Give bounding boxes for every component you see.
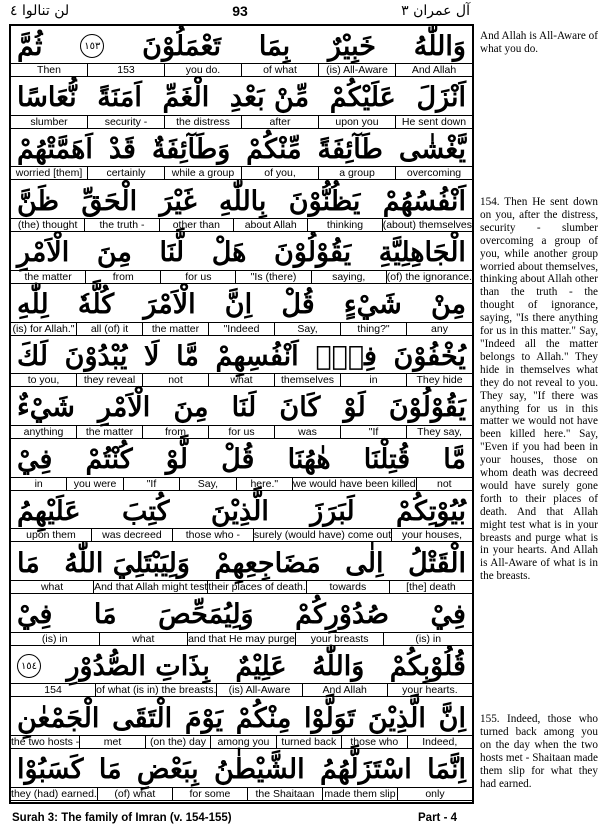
arabic-word: طَآئِفَةً xyxy=(317,133,383,165)
arabic-word: الْاَمْرَ xyxy=(143,289,196,320)
gloss-cell: they (had) earned. xyxy=(11,787,97,800)
gloss-cell: met xyxy=(79,736,144,748)
gloss-cell: they reveal xyxy=(76,374,142,386)
arabic-word: كَانَ xyxy=(279,392,321,424)
arabic-word: الْجَاهِلِيَّةِ xyxy=(378,237,466,269)
gloss-line xyxy=(11,735,472,749)
arabic-word: كُتِبَ xyxy=(122,495,170,527)
gloss-cell: (is) All-Aware xyxy=(318,64,395,76)
gloss-cell: (the) thought xyxy=(17,219,78,232)
gloss-cell: (about) themselves xyxy=(382,219,472,232)
gloss-cell: while a group xyxy=(164,167,241,179)
commentary-ayah-155: 155. Indeed, those who turned back among you on the day when the two hosts met - Shaitaan made them slip for what they had earned. xyxy=(480,713,598,790)
arabic-word: وَاللّٰهُ xyxy=(312,650,365,682)
gloss-line xyxy=(11,322,472,336)
arabic-word: بِذَاتِ الصُّدُوْرِ xyxy=(66,650,210,682)
gloss-line xyxy=(11,373,472,387)
arabic-word: عَلِيْمٌ xyxy=(235,650,287,682)
arabic-word: فِيْ xyxy=(17,599,53,631)
arabic-word: مَّا xyxy=(443,444,466,476)
gloss-cell: turned back xyxy=(276,736,341,748)
gloss-cell: your hearts. xyxy=(387,684,472,696)
gloss-cell: (is) for Allah." xyxy=(12,322,75,335)
arabic-word: اِنَّ xyxy=(224,289,253,320)
arabic-word: عَلَيْكُمْ xyxy=(329,82,396,114)
commentary-ayah-154: 154. Then He sent down on you, after the distress, security - slumber overcoming a group of you, while another group worried about themselves, thinking about Allah other than the truth - the thought of ignorance, saying, "Is there anything for us in this matter." Say, "Indeed all the matter belongs to Allah." They hide in themselves what they do not reveal to you. They say, "If there was anything for us in this matter we would not have been killed here." Say, "Even if you had been in your houses, those on whom death was decreed would have surely gone forth to their places of death. And that Allah might test what is in your breasts and purge what is in your hearts. And Allah is All-Aware of what is in the breasts. xyxy=(480,196,598,583)
juz-name: لن تنالوا ٤ xyxy=(10,3,70,19)
gloss-line xyxy=(11,632,472,646)
gloss-line xyxy=(11,425,472,439)
arabic-word: فِيْ xyxy=(17,444,53,476)
gloss-cell: their places of death. xyxy=(208,581,306,593)
gloss-cell: from xyxy=(85,271,160,283)
arabic-line xyxy=(11,27,472,65)
arabic-word: لَبَرَزَ xyxy=(310,495,355,527)
arabic-word: يَقُوْلُوْنَ xyxy=(388,392,466,424)
gloss-cell: for some xyxy=(172,788,247,800)
gloss-cell: themselves xyxy=(274,374,340,386)
arabic-word: مِّنْكُمْ xyxy=(246,133,302,165)
arabic-word: وَلِيُمَحِّصَ xyxy=(158,599,254,631)
arabic-word: الْقَتْلُ xyxy=(408,547,466,579)
gloss-cell: here." xyxy=(236,478,292,490)
arabic-word: يَوْمَ xyxy=(184,702,224,734)
arabic-word: فِيْ xyxy=(430,599,466,631)
arabic-word: قُلُوْبِكُمْ xyxy=(389,650,466,682)
arabic-word: مَا xyxy=(93,599,117,631)
gloss-cell: "Is (there) xyxy=(235,271,310,283)
arabic-line xyxy=(11,337,472,375)
arabic-word: لَّوْ xyxy=(165,444,188,476)
gloss-cell: about Allah xyxy=(233,219,307,231)
arabic-word: بِاللّٰهِ xyxy=(219,185,267,217)
page-number: 93 xyxy=(232,3,248,19)
gloss-cell: to you, xyxy=(27,374,60,387)
gloss-line xyxy=(11,270,472,284)
arabic-word: اَمَنَةً xyxy=(97,82,142,114)
gloss-cell: only xyxy=(397,788,472,800)
gloss-cell: what xyxy=(208,374,274,386)
ayah-number-marker: ١٥٣ xyxy=(80,34,104,58)
gloss-cell: after xyxy=(241,116,318,128)
arabic-word: خَبِيْرٌ xyxy=(328,30,376,62)
arabic-word: قُتِلْنَا xyxy=(363,444,411,476)
arabic-word: يُخْفُوْنَ xyxy=(393,340,466,372)
gloss-cell: the matter xyxy=(76,426,142,438)
gloss-cell: in xyxy=(340,374,406,386)
arabic-word: كَسَبُوْا xyxy=(17,754,84,786)
arabic-word: هَلْ xyxy=(211,237,247,269)
arabic-word: الْاَمْرِ xyxy=(98,392,151,424)
arabic-word: مِّنْ بَعْدِ xyxy=(229,82,310,114)
gloss-cell: your breasts xyxy=(295,633,384,645)
arabic-word: لِلّٰهِ xyxy=(17,289,49,320)
arabic-word: الَّذِيْنَ xyxy=(210,495,269,527)
arabic-word: نُّعَاسًا xyxy=(17,82,77,114)
gloss-cell: from xyxy=(142,426,208,438)
arabic-word: لَنَا xyxy=(231,392,257,424)
gloss-cell: and that He may purge xyxy=(188,632,295,645)
translation-grid xyxy=(9,24,474,804)
gloss-cell: those who - xyxy=(172,529,253,541)
arabic-line xyxy=(11,751,472,789)
arabic-word: مِنْكُمْ xyxy=(235,702,292,734)
arabic-line xyxy=(11,130,472,168)
gloss-cell: And Allah xyxy=(395,64,472,76)
gloss-cell: any xyxy=(406,323,472,335)
gloss-cell: slumber xyxy=(30,115,68,128)
gloss-cell: the truth - xyxy=(84,219,158,231)
gloss-cell: the distress xyxy=(164,116,241,128)
gloss-cell: (is) in xyxy=(41,632,68,645)
arabic-word: صُدُوْرِكُمْ xyxy=(295,599,390,631)
gloss-cell: upon you xyxy=(318,116,395,128)
gloss-line xyxy=(11,477,472,491)
arabic-word: يَظُنُّوْنَ xyxy=(288,185,361,217)
gloss-cell: your houses, xyxy=(391,529,472,541)
arabic-line xyxy=(11,389,472,427)
arabic-word: لَكَ xyxy=(17,340,48,372)
gloss-line xyxy=(11,787,472,801)
arabic-word: تَعْمَلُوْنَ xyxy=(142,30,222,62)
gloss-line xyxy=(11,63,472,77)
gloss-cell: They say, xyxy=(406,426,472,438)
arabic-line xyxy=(11,544,472,582)
arabic-line xyxy=(11,647,472,685)
arabic-word: يَقُوْلُوْنَ xyxy=(274,237,352,269)
arabic-word: كُنْتُمْ xyxy=(85,444,133,476)
gloss-cell: we would have been killed xyxy=(293,477,416,490)
arabic-word: بُيُوْتِكُمْ xyxy=(395,495,466,527)
gloss-cell: the Shaitaan xyxy=(247,788,322,800)
gloss-cell: what xyxy=(40,581,64,593)
gloss-cell: was decreed xyxy=(91,529,172,541)
gloss-cell: not xyxy=(142,374,208,386)
arabic-word: مَا xyxy=(17,547,40,579)
gloss-cell: Then xyxy=(37,64,61,76)
arabic-word: بِمَا xyxy=(258,30,291,62)
gloss-line xyxy=(11,166,472,180)
commentary-ayah-153: And Allah is All-Aware of what you do. xyxy=(480,30,598,55)
gloss-line xyxy=(11,683,472,697)
arabic-word: مِنَ xyxy=(96,237,132,269)
arabic-word: مِنْ xyxy=(430,289,466,320)
gloss-cell: those who xyxy=(341,736,406,748)
arabic-word: غَيْرَ xyxy=(159,185,197,217)
arabic-word: قُلْ xyxy=(221,444,255,476)
arabic-word: اَنْزَلَ xyxy=(416,82,466,114)
arabic-word: الْاَمْرِ xyxy=(17,237,70,269)
gloss-cell: (of) the ignorance. xyxy=(386,270,472,283)
gloss-cell: upon them xyxy=(26,529,76,542)
arabic-line xyxy=(11,182,472,220)
arabic-line xyxy=(11,79,472,117)
arabic-word: اَنْفُسِهِمْ xyxy=(215,340,299,372)
gloss-cell: the matter xyxy=(142,323,208,335)
gloss-line xyxy=(11,218,472,232)
arabic-word: الَّذِيْنَ xyxy=(367,702,426,734)
gloss-cell: Say, xyxy=(274,323,340,335)
gloss-cell: among you xyxy=(210,736,275,748)
gloss-cell: you do. xyxy=(164,64,241,76)
arabic-word: الْغَمِّ xyxy=(162,82,210,114)
gloss-cell: for us xyxy=(208,426,274,438)
gloss-cell: thinking xyxy=(307,219,381,231)
gloss-cell: "If xyxy=(123,478,179,490)
arabic-word: الْجَمْعٰنِ xyxy=(17,702,100,734)
gloss-line xyxy=(11,115,472,129)
arabic-word: اَنْفُسُهُمْ xyxy=(382,185,466,217)
gloss-cell: [the] death xyxy=(389,581,472,593)
gloss-cell: And that Allah might test xyxy=(94,581,208,593)
gloss-cell: "If xyxy=(340,426,406,438)
arabic-word: مِنَ xyxy=(173,392,209,424)
gloss-cell: Say, xyxy=(179,478,235,490)
arabic-word: تَوَلَّوْا xyxy=(304,702,356,734)
gloss-cell: And Allah xyxy=(302,684,387,696)
gloss-cell: what xyxy=(99,633,188,645)
arabic-line xyxy=(11,234,472,272)
arabic-word: قُلْ xyxy=(281,289,315,320)
arabic-word: اَهَمَّتْهُمْ xyxy=(17,133,93,165)
arabic-word: وَطَآئِفَةٌ xyxy=(151,133,231,165)
gloss-cell: the two hosts - xyxy=(11,736,80,749)
gloss-line xyxy=(11,528,472,542)
gloss-cell: not xyxy=(416,478,472,490)
ayah-number-marker: ١٥٤ xyxy=(17,654,41,678)
gloss-cell: They hide xyxy=(406,374,472,386)
arabic-word: اِلٰى xyxy=(345,547,384,579)
arabic-word: الشَّيْطٰنُ xyxy=(214,754,305,786)
gloss-cell: the matter xyxy=(24,270,72,283)
gloss-cell: (is) in xyxy=(383,633,472,645)
gloss-cell: made them slip xyxy=(322,788,397,800)
arabic-word: اسْتَزَلَّهُمُ xyxy=(320,754,412,786)
arabic-line xyxy=(11,492,472,530)
gloss-cell: worried [them] xyxy=(15,167,83,180)
gloss-cell: overcoming xyxy=(395,167,472,179)
gloss-line xyxy=(11,580,472,594)
gloss-cell: (is) All-Aware xyxy=(216,684,301,696)
gloss-cell: (of) what xyxy=(97,788,172,800)
gloss-cell: saying, xyxy=(311,271,386,283)
arabic-word: لَوْ xyxy=(343,392,366,424)
gloss-cell: surely (would have) come out xyxy=(253,529,392,542)
gloss-cell: security - xyxy=(87,116,164,128)
arabic-word: مَضَاجِعِهِمْ xyxy=(214,547,321,579)
arabic-line xyxy=(11,596,472,634)
footer-part-label: Part - 4 xyxy=(418,812,457,824)
arabic-word: اِنَّمَا xyxy=(427,754,466,786)
arabic-word: ظَنَّ xyxy=(17,185,60,217)
gloss-cell: for us xyxy=(160,271,235,283)
gloss-cell: of you, xyxy=(241,167,318,179)
gloss-cell: of what xyxy=(241,64,318,76)
gloss-cell: anything xyxy=(23,425,64,438)
gloss-cell: was xyxy=(274,426,340,438)
arabic-word: هٰهُنَا xyxy=(287,444,331,476)
arabic-word: الْحَقِّ xyxy=(81,185,138,217)
arabic-line xyxy=(11,699,472,737)
gloss-cell: 154 xyxy=(44,684,62,697)
gloss-cell: of what (is in) the breasts. xyxy=(96,684,217,697)
arabic-word: مَّا xyxy=(176,340,199,372)
gloss-cell: a group xyxy=(318,167,395,179)
surah-name: آل عمران ٣ xyxy=(401,3,470,19)
gloss-cell: you were xyxy=(66,478,122,490)
arabic-word: شَيْءٍ xyxy=(343,289,402,320)
gloss-cell: other than xyxy=(159,219,233,231)
gloss-cell: 153 xyxy=(87,64,164,76)
arabic-word: شَيْءٌ xyxy=(17,392,75,424)
gloss-cell: Indeed, xyxy=(407,736,472,748)
gloss-cell: all (of) it xyxy=(76,323,142,335)
arabic-word: مَا xyxy=(98,754,122,786)
arabic-word: لَّنَا xyxy=(159,237,185,269)
arabic-word: لَا xyxy=(144,340,160,372)
arabic-word: ثُمَّ xyxy=(17,30,43,62)
gloss-cell: (on the) day xyxy=(145,736,210,748)
footer-surah-label: Surah 3: The family of Imran (v. 154-155) xyxy=(12,812,232,824)
arabic-word: وَلِيَبْتَلِيَ اللّٰهُ xyxy=(64,547,190,579)
arabic-word: كُلَّهٗ xyxy=(77,289,115,320)
gloss-cell: certainly xyxy=(87,167,164,179)
gloss-cell: He sent down xyxy=(395,116,472,128)
gloss-cell: towards xyxy=(306,581,389,593)
arabic-word: قَدْ xyxy=(108,133,136,165)
arabic-word: الْتَقَى xyxy=(112,702,173,734)
arabic-word: بِبَعْضِ xyxy=(136,754,199,786)
gloss-cell: "Indeed xyxy=(208,323,274,335)
arabic-word: يَّغْشٰى xyxy=(398,133,466,165)
arabic-word: وَاللّٰهُ xyxy=(413,30,466,62)
arabic-line xyxy=(11,441,472,479)
gloss-cell: in xyxy=(34,477,43,490)
arabic-word: اِنَّ xyxy=(438,702,466,734)
arabic-word: يُبْدُوْنَ xyxy=(64,340,128,372)
arabic-line xyxy=(11,286,472,324)
gloss-cell: thing?" xyxy=(340,323,406,335)
arabic-word: فِيْۤ xyxy=(315,340,377,372)
arabic-word: عَلَيْهِمُ xyxy=(17,495,81,527)
